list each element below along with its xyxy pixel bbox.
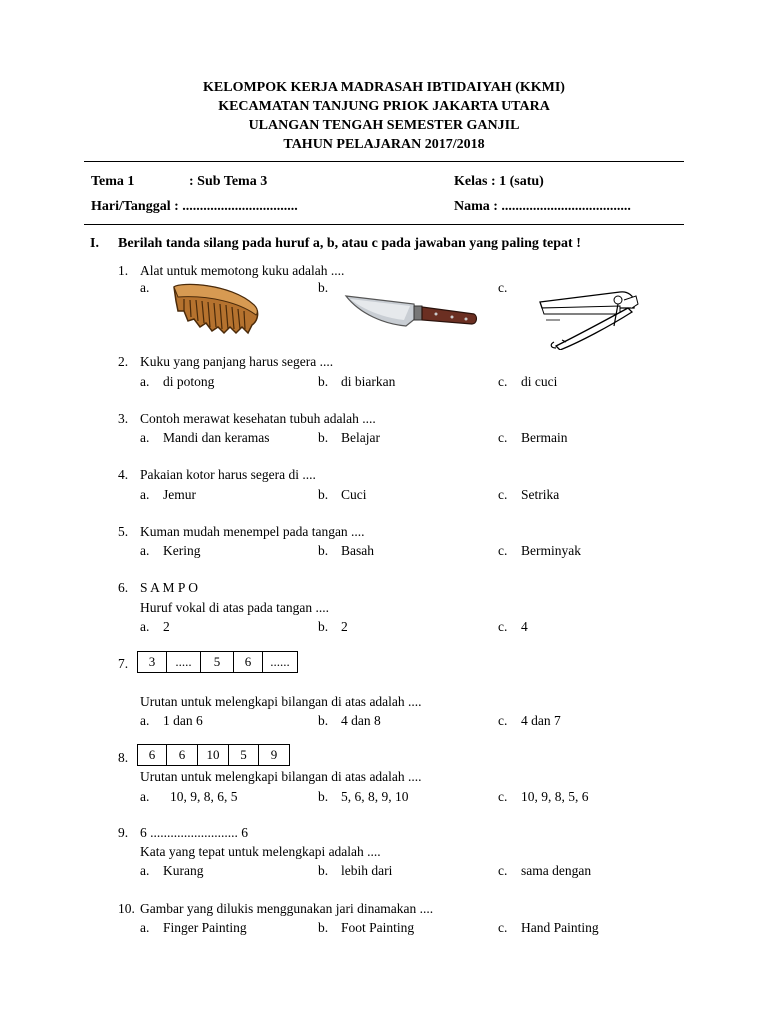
question-8: 8. bbox=[118, 750, 129, 765]
option-7c[interactable]: c. 4 dan 7 bbox=[498, 713, 561, 728]
option-2c[interactable]: c. di cuci bbox=[498, 374, 558, 389]
option-10b[interactable]: b. Foot Painting bbox=[318, 920, 415, 935]
question-7-subtext: Urutan untuk melengkapi bilangan di atas adalah .... bbox=[140, 694, 422, 709]
option-5a[interactable]: a. Kering bbox=[140, 543, 201, 558]
option-6b[interactable]: b. 2 bbox=[318, 619, 348, 634]
comb-image[interactable] bbox=[170, 281, 262, 337]
number-sequence-7 bbox=[138, 651, 298, 673]
question-4: 4. Pakaian kotor harus segera di .... bbox=[118, 467, 316, 482]
nama-field[interactable]: Nama : ..................................... bbox=[454, 199, 631, 214]
option-8c[interactable]: c. 10, 9, 8, 5, 6 bbox=[498, 789, 589, 804]
header-line-2: KECAMATAN TANJUNG PRIOK JAKARTA UTARA bbox=[218, 99, 550, 114]
sequence-box: 6 bbox=[233, 651, 263, 673]
section-text: Berilah tanda silang pada huruf a, b, atau c pada jawaban yang paling tepat ! bbox=[118, 236, 581, 251]
header-line-1: KELOMPOK KERJA MADRASAH IBTIDAIYAH (KKMI) bbox=[203, 80, 565, 95]
question-6-subtext: Huruf vokal di atas pada tangan .... bbox=[140, 600, 329, 615]
question-10: 10. Gambar yang dilukis menggunakan jari dinamakan .... bbox=[118, 901, 434, 916]
knife-image[interactable] bbox=[344, 290, 478, 332]
sequence-box: 5 bbox=[228, 744, 259, 766]
option-1b[interactable]: b. bbox=[318, 280, 329, 295]
option-7b[interactable]: b. 4 dan 8 bbox=[318, 713, 381, 728]
document-header bbox=[0, 78, 768, 154]
header-rule-bottom bbox=[84, 224, 684, 225]
option-9c[interactable]: c. sama dengan bbox=[498, 863, 592, 878]
question-2: 2. Kuku yang panjang harus segera .... bbox=[118, 354, 334, 369]
option-7a[interactable]: a. 1 dan 6 bbox=[140, 713, 203, 728]
sequence-box: 5 bbox=[200, 651, 234, 673]
option-3a[interactable]: a. Mandi dan keramas bbox=[140, 430, 270, 445]
nail-clipper-image[interactable] bbox=[536, 286, 642, 350]
option-1c[interactable]: c. bbox=[498, 280, 508, 295]
number-sequence-8 bbox=[138, 744, 290, 766]
sequence-box: 6 bbox=[137, 744, 167, 766]
option-2b[interactable]: b. di biarkan bbox=[318, 374, 396, 389]
header-rule-top bbox=[84, 161, 684, 162]
sequence-box: 9 bbox=[258, 744, 290, 766]
option-3c[interactable]: c. Bermain bbox=[498, 430, 568, 445]
question-7: 7. bbox=[118, 656, 129, 671]
option-9a[interactable]: a. Kurang bbox=[140, 863, 204, 878]
option-2a[interactable]: a. di potong bbox=[140, 374, 215, 389]
sequence-box: 6 bbox=[166, 744, 198, 766]
question-3: 3. Contoh merawat kesehatan tubuh adalah .... bbox=[118, 411, 376, 426]
sequence-box: ...... bbox=[262, 651, 298, 673]
subtema-label: : Sub Tema 3 bbox=[189, 174, 268, 189]
question-9: 9. 6 .......................... 6 bbox=[118, 825, 248, 840]
question-8-subtext: Urutan untuk melengkapi bilangan di atas adalah .... bbox=[140, 769, 422, 784]
sequence-box: 10 bbox=[197, 744, 229, 766]
option-5c[interactable]: c. Berminyak bbox=[498, 543, 581, 558]
question-6: 6. S A M P O bbox=[118, 580, 199, 595]
hari-tanggal-field[interactable]: Hari/Tanggal : ................................. bbox=[91, 199, 298, 214]
option-4c[interactable]: c. Setrika bbox=[498, 487, 560, 502]
question-5: 5. Kuman mudah menempel pada tangan .... bbox=[118, 524, 365, 539]
option-6c[interactable]: c. 4 bbox=[498, 619, 528, 634]
question-1: 1. Alat untuk memotong kuku adalah .... bbox=[118, 263, 345, 278]
option-8b[interactable]: b. 5, 6, 8, 9, 10 bbox=[318, 789, 409, 804]
option-8a[interactable]: a. 10, 9, 8, 6, 5 bbox=[140, 789, 238, 804]
option-3b[interactable]: b. Belajar bbox=[318, 430, 380, 445]
sequence-box: ..... bbox=[166, 651, 201, 673]
kelas-label: Kelas : 1 (satu) bbox=[454, 174, 544, 189]
option-4a[interactable]: a. Jemur bbox=[140, 487, 196, 502]
option-10c[interactable]: c. Hand Painting bbox=[498, 920, 599, 935]
option-6a[interactable]: a. 2 bbox=[140, 619, 170, 634]
option-5b[interactable]: b. Basah bbox=[318, 543, 374, 558]
option-1a[interactable]: a. bbox=[140, 280, 150, 295]
tema-label: Tema 1 bbox=[91, 174, 135, 189]
option-10a[interactable]: a. Finger Painting bbox=[140, 920, 247, 935]
option-4b[interactable]: b. Cuci bbox=[318, 487, 367, 502]
header-line-4: TAHUN PELAJARAN 2017/2018 bbox=[283, 137, 485, 152]
header-line-3: ULANGAN TENGAH SEMESTER GANJIL bbox=[248, 118, 520, 133]
section-number: I. bbox=[90, 236, 99, 251]
sequence-box: 3 bbox=[137, 651, 167, 673]
question-9-subtext: Kata yang tepat untuk melengkapi adalah .... bbox=[140, 844, 381, 859]
option-9b[interactable]: b. lebih dari bbox=[318, 863, 393, 878]
